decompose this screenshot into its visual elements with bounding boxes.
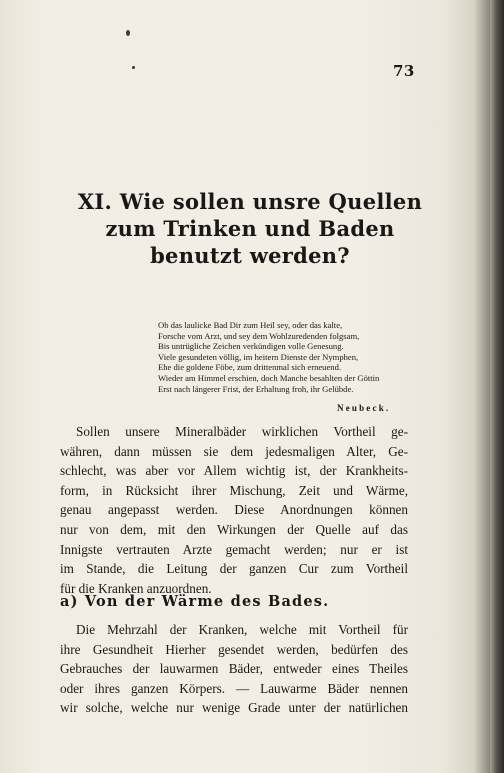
epigraph-line: Forsche vom Arzt, und sey dem Wohlzuredenden folgsam,	[158, 330, 360, 341]
epigraph-line: Ehe die goldene Föbe, zum drittenmal sich erneuend.	[158, 362, 342, 373]
chapter-title	[40, 188, 460, 269]
paragraph-bath-temperature	[60, 620, 408, 718]
text-line: genau angepasst werden. Diese Anordnungen können	[60, 502, 408, 518]
page-number: 73	[393, 62, 415, 80]
epigraph-line: Wieder am Himmel erschien, doch Manche besahlten der Göttin	[158, 372, 380, 383]
text-line: Innigste vertrauten Arzte gemacht werden; nur er ist	[60, 541, 408, 557]
chapter-title-line: XI. Wie sollen unsre Quellen	[77, 189, 423, 214]
book-spine-shadow	[490, 0, 504, 773]
epigraph-line: Ob das laulicke Bad Dir zum Heil sey, oder das kalte,	[158, 320, 343, 330]
text-line: währen, dann müssen sie dem jedesmaligen Alter, Ge-	[60, 443, 408, 459]
paragraph-intro	[60, 422, 408, 598]
epigraph-line: Viele gesundeten völlig, im heitern Dienste der Nymphen,	[158, 351, 359, 362]
epigraph-line: Bis untrügliche Zeichen verkündigen volle Genesung.	[158, 341, 344, 352]
ink-speck	[132, 66, 135, 69]
text-line: für die Kranken anzuordnen.	[60, 580, 212, 596]
text-line: im Stande, die Leitung der ganzen Cur zum Vortheil	[60, 561, 408, 577]
text-line: Gebrauches der lauwarmen Bäder, entweder eines Theiles	[60, 661, 408, 677]
epigraph-line: Erst nach längerer Frist, der Erhaltung froh, ihr Gelübde.	[158, 383, 354, 394]
text-line: ihre Gesundheit Hierher gesendet werden, bedürfen des	[60, 641, 408, 657]
chapter-title-line: benutzt werden?	[150, 243, 350, 268]
epigraph-author: Neubeck.	[337, 403, 391, 413]
text-line: form, in Rücksicht ihrer Mischung, Zeit und Wärme,	[60, 482, 408, 498]
epigraph	[158, 320, 408, 394]
ink-speck	[126, 30, 130, 36]
text-line: wir solche, welche nur wenige Grade unter der natürlichen	[60, 700, 408, 716]
chapter-title-line: zum Trinken und Baden	[105, 216, 395, 241]
text-line: Die Mehrzahl der Kranken, welche mit Vortheil für	[76, 622, 408, 637]
text-line: nur von dem, mit den Wirkungen der Quelle auf das	[60, 521, 408, 537]
bleed-through-text	[96, 92, 416, 164]
text-line: oder ihres ganzen Körpers. — Lauwarme Bäder nennen	[60, 680, 408, 696]
text-line: schlecht, was aber vor Allem wichtig ist, der Krankheits-	[60, 463, 408, 479]
text-line: Sollen unsere Mineralbäder wirklichen Vortheil ge-	[76, 424, 408, 439]
section-heading: a) Von der Wärme des Bades.	[60, 593, 330, 610]
